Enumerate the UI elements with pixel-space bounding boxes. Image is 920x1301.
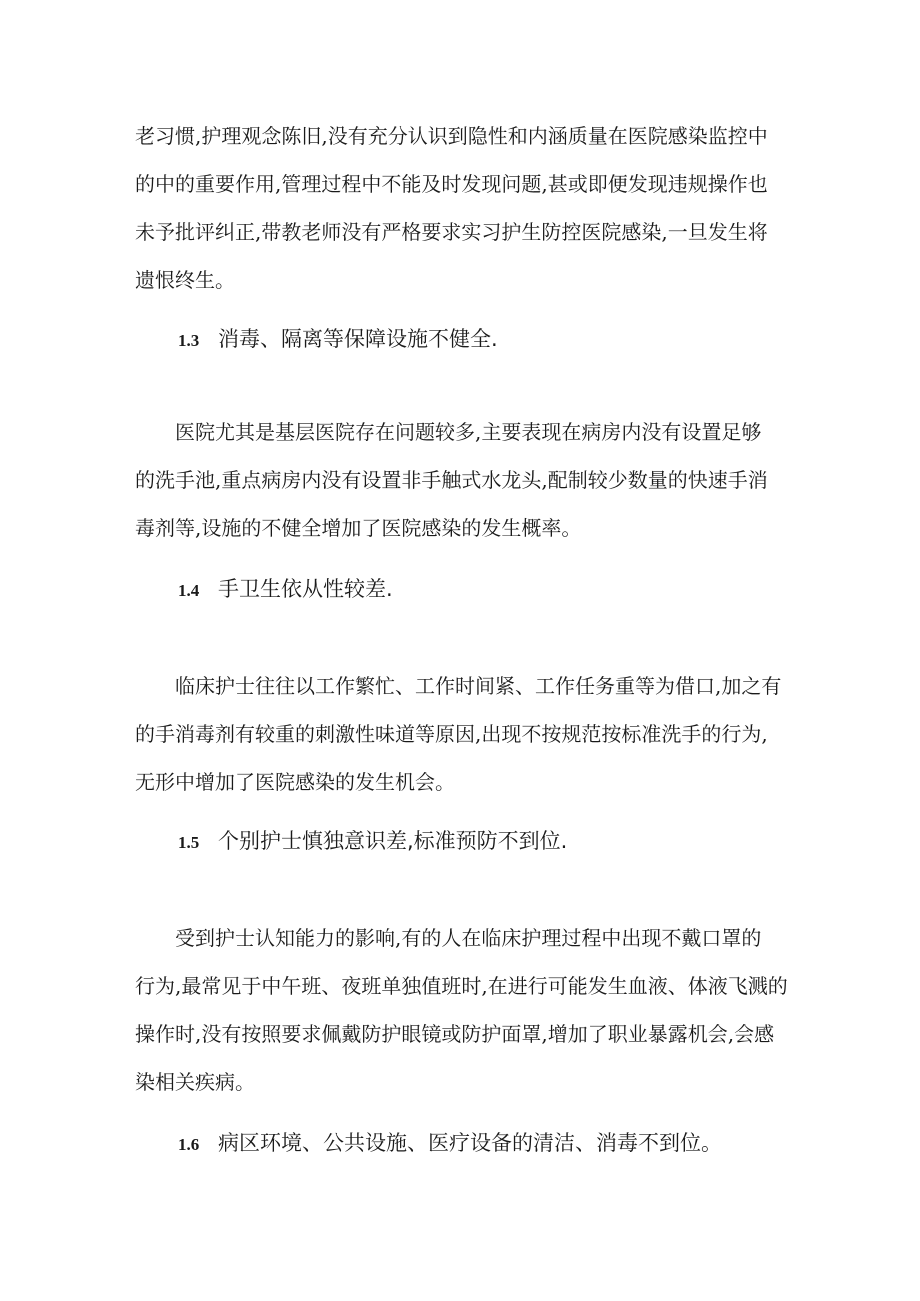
intro-paragraph — [135, 112, 795, 304]
paragraph-line: 遗恨终生。 — [135, 268, 235, 292]
section-title: 消毒、隔离等保障设施不健全. — [218, 327, 498, 351]
paragraph-line: 行为,最常见于中午班、夜班单独值班时,在进行可能发生血液、体液飞溅的 — [135, 974, 788, 998]
paragraph-line: 的洗手池,重点病房内没有设置非手触式水龙头,配制较少数量的快速手消 — [135, 468, 768, 492]
section-title: 个别护士慎独意识差,标准预防不到位. — [218, 829, 568, 853]
section-paragraph-1-4 — [135, 662, 795, 806]
section-paragraph-1-5 — [135, 914, 795, 1106]
section-heading-1-4 — [178, 574, 393, 606]
section-number: 1.4 — [178, 581, 200, 600]
paragraph — [135, 662, 795, 806]
section-heading-1-3 — [178, 324, 498, 356]
paragraph-line: 受到护士认知能力的影响,有的人在临床护理过程中出现不戴口罩的 — [175, 926, 762, 950]
section-paragraph-1-3 — [135, 408, 795, 552]
paragraph — [135, 408, 795, 552]
paragraph-line: 毒剂等,设施的不健全增加了医院感染的发生概率。 — [135, 516, 582, 540]
paragraph — [135, 112, 795, 304]
section-number: 1.5 — [178, 833, 200, 852]
section-heading-1-5 — [178, 826, 567, 858]
section-title: 病区环境、公共设施、医疗设备的清洁、消毒不到位。 — [218, 1131, 722, 1155]
section-title: 手卫生依从性较差. — [218, 577, 393, 601]
paragraph-line: 临床护士往往以工作繁忙、工作时间紧、工作任务重等为借口,加之有 — [175, 674, 782, 698]
paragraph — [135, 914, 795, 1106]
paragraph-line: 未予批评纠正,带教老师没有严格要求实习护生防控医院感染,一旦发生将 — [135, 220, 768, 244]
paragraph-line: 的中的重要作用,管理过程中不能及时发现问题,甚或即便发现违规操作也 — [135, 172, 768, 196]
paragraph-line: 医院尤其是基层医院存在问题较多,主要表现在病房内没有设置足够 — [175, 420, 762, 444]
section-number: 1.6 — [178, 1135, 200, 1154]
paragraph-line: 操作时,没有按照要求佩戴防护眼镜或防护面罩,增加了职业暴露机会,会感 — [135, 1022, 775, 1046]
section-heading-1-6 — [178, 1128, 722, 1160]
paragraph-line: 染相关疾病。 — [135, 1070, 255, 1094]
paragraph-line: 无形中增加了医院感染的发生机会。 — [135, 770, 455, 794]
section-number: 1.3 — [178, 331, 200, 350]
paragraph-line: 老习惯,护理观念陈旧,没有充分认识到隐性和内涵质量在医院感染监控中 — [135, 124, 768, 148]
paragraph-line: 的手消毒剂有较重的刺激性味道等原因,出现不按规范按标准洗手的行为, — [135, 722, 768, 746]
